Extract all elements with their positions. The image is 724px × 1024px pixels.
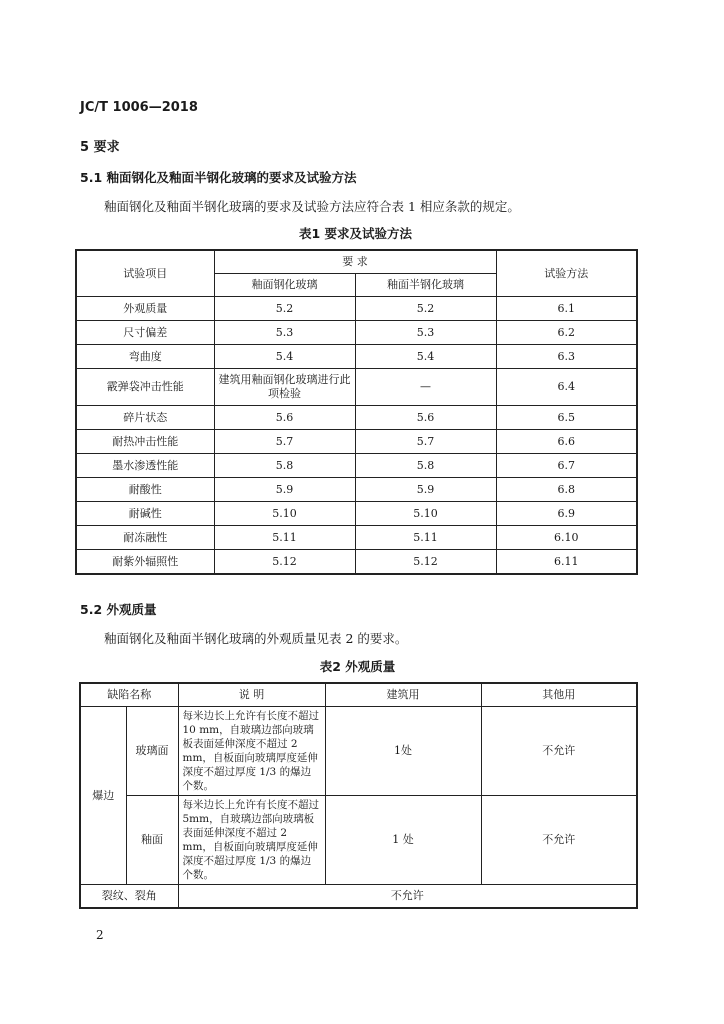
- row-method: 6.3: [496, 345, 637, 369]
- header-other-use: 其他用: [481, 683, 637, 707]
- glass-face-other: 不允许: [481, 707, 637, 796]
- header-requirements: 要 求: [214, 250, 496, 274]
- glass-face-label: 玻璃面: [126, 707, 178, 796]
- row-item: 耐热冲击性能: [76, 430, 214, 454]
- row-method: 6.11: [496, 550, 637, 575]
- glass-face-description: 每米边长上允许有长度不超过10 mm，自玻璃边部向玻璃板表面延伸深度不超过 2 mm，自板面向玻璃厚度延伸深度不超过厚度 1/3 的爆边个数。: [178, 707, 325, 796]
- row-tempered: 5.4: [214, 345, 355, 369]
- row-tempered: 5.6: [214, 406, 355, 430]
- header-description: 说 明: [178, 683, 325, 707]
- row-semi: 5.9: [355, 478, 496, 502]
- table-row: [80, 796, 637, 885]
- crack-label: 裂纹、裂角: [80, 885, 178, 909]
- table-row: [76, 345, 637, 369]
- requirements-table: [75, 249, 638, 575]
- row-semi: 5.7: [355, 430, 496, 454]
- header-test-method: 试验方法: [496, 250, 637, 297]
- row-tempered: 5.12: [214, 550, 355, 575]
- row-item: 弯曲度: [76, 345, 214, 369]
- row-item: 耐酸性: [76, 478, 214, 502]
- table-row: [76, 430, 637, 454]
- page-number: 2: [96, 928, 104, 942]
- row-tempered: 5.3: [214, 321, 355, 345]
- table-row: [76, 550, 637, 575]
- row-semi: 5.6: [355, 406, 496, 430]
- row-item: 外观质量: [76, 297, 214, 321]
- row-semi: 5.12: [355, 550, 496, 575]
- row-tempered: 5.8: [214, 454, 355, 478]
- row-method: 6.8: [496, 478, 637, 502]
- header-test-item: 试验项目: [76, 250, 214, 297]
- row-semi: 5.11: [355, 526, 496, 550]
- glaze-face-label: 釉面: [126, 796, 178, 885]
- row-method: 6.1: [496, 297, 637, 321]
- table-row: [76, 406, 637, 430]
- row-semi: —: [355, 369, 496, 406]
- row-item: 碎片状态: [76, 406, 214, 430]
- row-item: 霰弹袋冲击性能: [76, 369, 214, 406]
- row-item: 耐碱性: [76, 502, 214, 526]
- row-tempered: 5.9: [214, 478, 355, 502]
- table-row: [80, 885, 637, 909]
- section-5-2-title: 5.2 外观质量: [80, 602, 157, 617]
- row-method: 6.7: [496, 454, 637, 478]
- edge-chip-label: 爆边: [80, 707, 126, 885]
- standard-number: JC/T 1006—2018: [80, 100, 198, 115]
- row-semi: 5.4: [355, 345, 496, 369]
- section-5-title: 5 要求: [80, 140, 120, 155]
- table-row: [76, 369, 637, 406]
- section-5-2-paragraph: 釉面钢化及釉面半钢化玻璃的外观质量见表 2 的要求。: [104, 631, 408, 646]
- table-2-caption: 表2 外观质量: [319, 659, 396, 674]
- row-item: 尺寸偏差: [76, 321, 214, 345]
- header-defect-name: 缺陷名称: [80, 683, 178, 707]
- table-row: [76, 297, 637, 321]
- table-row: [76, 502, 637, 526]
- header-building-use: 建筑用: [325, 683, 481, 707]
- row-item: 耐冻融性: [76, 526, 214, 550]
- row-semi: 5.2: [355, 297, 496, 321]
- row-method: 6.4: [496, 369, 637, 406]
- table-1-caption: 表1 要求及试验方法: [298, 226, 413, 241]
- row-semi: 5.8: [355, 454, 496, 478]
- glaze-face-building: 1 处: [325, 796, 481, 885]
- row-item: 墨水渗透性能: [76, 454, 214, 478]
- row-semi: 5.3: [355, 321, 496, 345]
- header-semi-tempered: 釉面半钢化玻璃: [355, 274, 496, 297]
- row-tempered: 5.10: [214, 502, 355, 526]
- section-5-1-paragraph: 釉面钢化及釉面半钢化玻璃的要求及试验方法应符合表 1 相应条款的规定。: [104, 199, 520, 214]
- glaze-face-other: 不允许: [481, 796, 637, 885]
- row-tempered: 5.2: [214, 297, 355, 321]
- row-semi: 5.10: [355, 502, 496, 526]
- appearance-quality-table: [79, 682, 638, 909]
- row-method: 6.6: [496, 430, 637, 454]
- row-method: 6.9: [496, 502, 637, 526]
- table-row: [80, 707, 637, 796]
- table-row: [76, 478, 637, 502]
- row-tempered: 建筑用釉面钢化玻璃进行此项检验: [214, 369, 355, 406]
- glass-face-building: 1处: [325, 707, 481, 796]
- row-tempered: 5.7: [214, 430, 355, 454]
- crack-value: 不允许: [178, 885, 637, 909]
- table-row: [76, 454, 637, 478]
- table-row: [76, 321, 637, 345]
- row-method: 6.10: [496, 526, 637, 550]
- row-method: 6.2: [496, 321, 637, 345]
- row-method: 6.5: [496, 406, 637, 430]
- header-tempered: 釉面钢化玻璃: [214, 274, 355, 297]
- row-item: 耐紫外辐照性: [76, 550, 214, 575]
- glaze-face-description: 每米边长上允许有长度不超过5mm，自玻璃边部向玻璃板表面延伸深度不超过 2 mm，自板面向玻璃厚度延伸深度不超过厚度 1/3 的爆边个数。: [178, 796, 325, 885]
- row-tempered: 5.11: [214, 526, 355, 550]
- table-row: [76, 526, 637, 550]
- section-5-1-title: 5.1 釉面钢化及釉面半钢化玻璃的要求及试验方法: [80, 170, 357, 185]
